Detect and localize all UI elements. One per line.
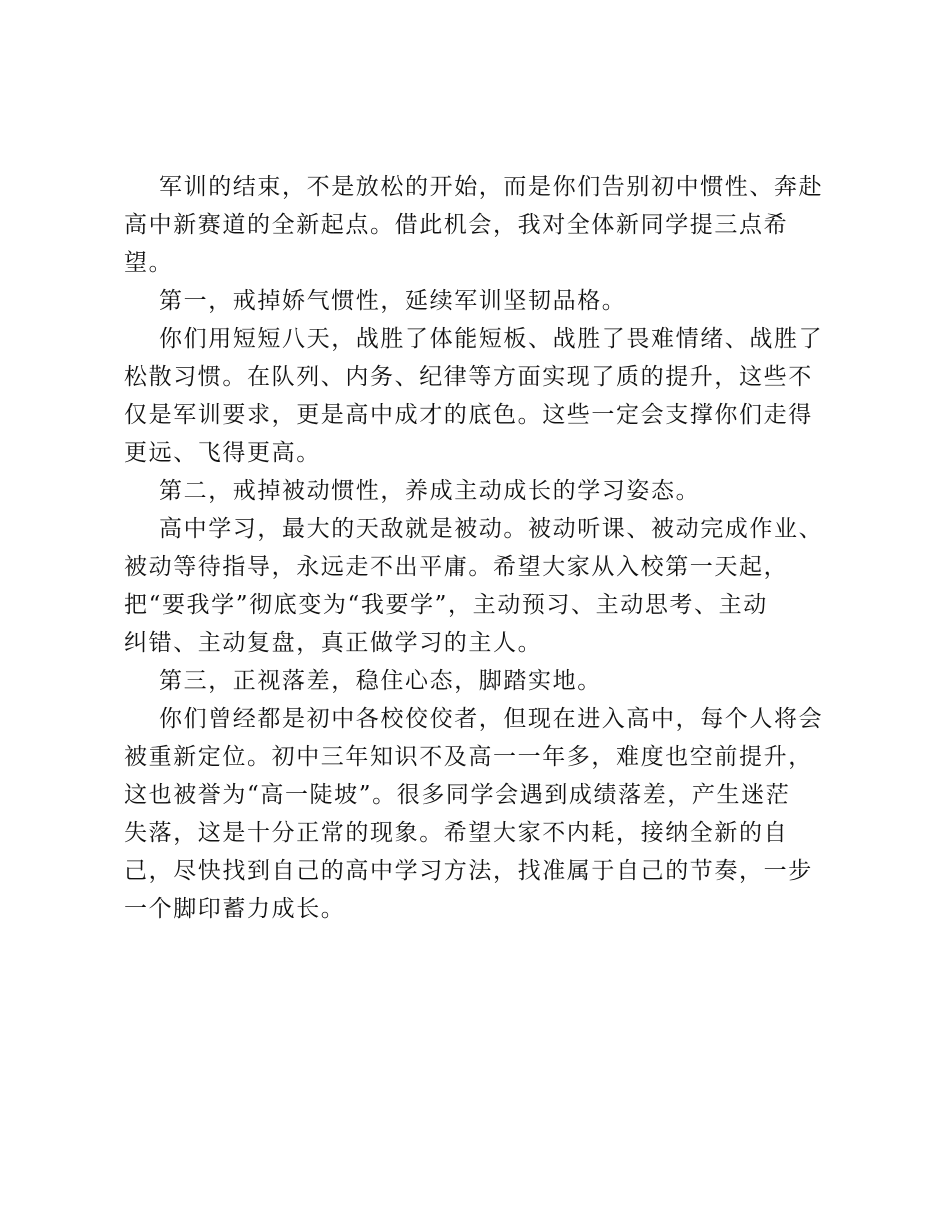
paragraph-line: 松散习惯。在队列、内务、纪律等方面实现了质的提升，这些不 [124,364,813,390]
paragraph-line: 高中学习，最大的天敌就是被动。被动听课、被动完成作业、 [159,516,824,542]
paragraph-line: 失落，这是十分正常的现象。希望大家不内耗，接纳全新的自 [124,820,789,846]
paragraph-line: 你们曾经都是初中各校佼佼者，但现在进入高中，每个人将会 [159,706,824,732]
paragraph-line: 更远、飞得更高。 [124,440,321,466]
paragraph-line: 己，尽快找到自己的高中学习方法，找准属于自己的节奏，一步 [124,858,813,884]
paragraph-line: 高中新赛道的全新起点。借此机会，我对全体新同学提三点希 [124,212,789,238]
paragraph-line: 军训的结束，不是放松的开始，而是你们告别初中惯性、奔赴 [159,174,824,200]
section-heading-2: 第二，戒掉被动惯性，养成主动成长的学习姿态。 [159,478,701,504]
section-heading-1: 第一，戒掉娇气惯性，延续军训坚韧品格。 [159,288,627,314]
paragraph-line: 把“要我学”彻底变为“我要学”，主动预习、主动思考、主动 [124,592,768,618]
section-heading-3: 第三，正视落差，稳住心态，脚踏实地。 [159,668,602,694]
paragraph-line: 被动等待指导，永远走不出平庸。希望大家从入校第一天起， [124,554,789,580]
paragraph-line: 纠错、主动复盘，真正做学习的主人。 [124,630,543,656]
paragraph-line: 被重新定位。初中三年知识不及高一一年多，难度也空前提升， [124,744,813,770]
paragraph-line: 这也被誉为“高一陡坡”。很多同学会遇到成绩落差，产生迷茫 [124,782,791,808]
paragraph-line: 你们用短短八天，战胜了体能短板、战胜了畏难情绪、战胜了 [159,326,824,352]
paragraph-line: 一个脚印蓄力成长。 [124,896,346,922]
paragraph-line: 望。 [124,250,174,276]
document-body [124,168,829,928]
paragraph-line: 仅是军训要求，更是高中成才的底色。这些一定会支撑你们走得 [124,402,813,428]
